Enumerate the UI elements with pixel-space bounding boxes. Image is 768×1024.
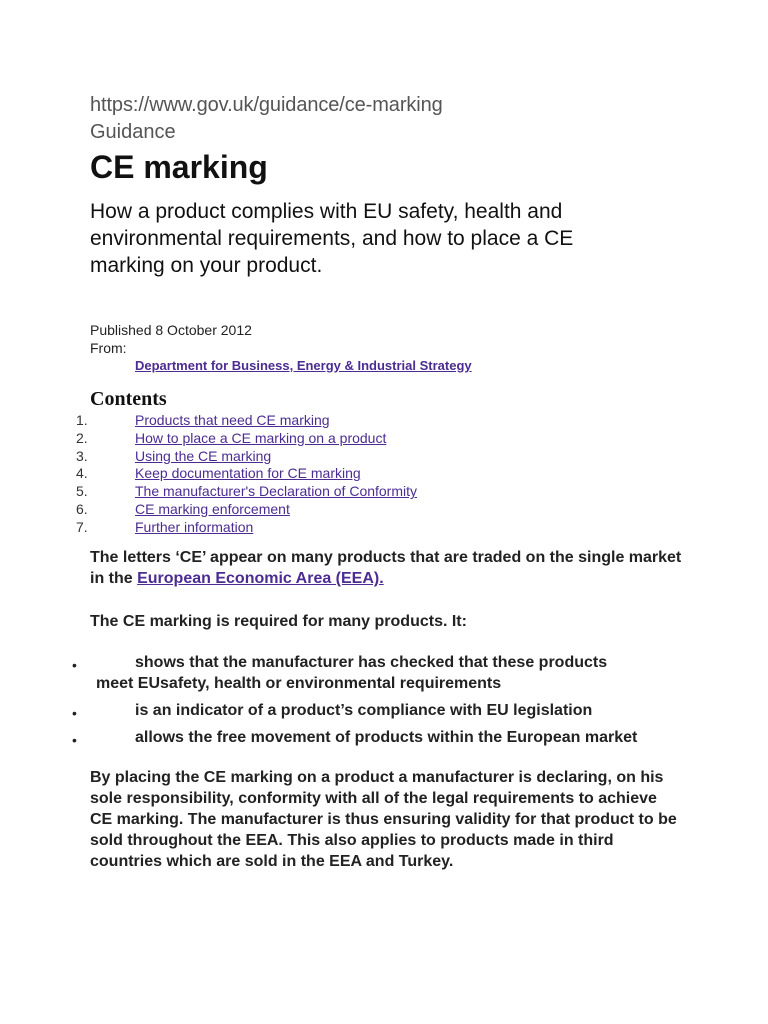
intro-paragraph: [90, 547, 690, 589]
contents-link-declaration[interactable]: The manufacturer's Declaration of Conformity: [135, 483, 418, 500]
intro-text: The letters ‘CE’ appear on many products that are traded on the single market in the: [90, 549, 682, 587]
contents-link-further-info[interactable]: Further information: [135, 518, 254, 535]
published-date: Published 8 October 2012: [90, 322, 252, 338]
bullet-text-continued: meet EUsafety, health or environmental requirements: [96, 675, 502, 692]
contents-item-number: 6.: [76, 500, 88, 517]
bullet-icon: •: [72, 657, 77, 673]
contents-heading: Contents: [90, 388, 167, 410]
contents-link-how-to-place[interactable]: How to place a CE marking on a product: [135, 429, 387, 446]
page-category: Guidance: [90, 121, 176, 143]
contents-item-number: 4.: [76, 465, 88, 482]
contents-item-number: 2.: [76, 429, 88, 446]
from-label: From:: [90, 340, 127, 356]
eea-link[interactable]: European Economic Area (EEA).: [137, 570, 384, 587]
organisation-link[interactable]: Department for Business, Energy & Industrial Strategy: [135, 358, 472, 373]
bullet-text: shows that the manufacturer has checked that these products: [135, 654, 608, 671]
declaration-paragraph: By placing the CE marking on a product a manufacturer is declaring, on his sole responsibility, conformity with all of the legal requirements to achieve CE marking. The manufacturer is thus ensuring validity for that product to be sold throughout the EEA. This also applies to products made in third countries which are sold in the EEA and Turkey.: [90, 769, 677, 870]
contents-item-number: 5.: [76, 483, 88, 500]
bullet-text: is an indicator of a product’s compliance with EU legislation: [135, 702, 593, 719]
requirement-paragraph: The CE marking is required for many products. It:: [90, 613, 467, 630]
contents-link-using[interactable]: Using the CE marking: [135, 447, 272, 464]
contents-item-number: 3.: [76, 447, 88, 464]
contents-link-products[interactable]: Products that need CE marking: [135, 412, 330, 428]
bullet-icon: •: [72, 732, 77, 748]
contents-item-number: 1.: [76, 412, 88, 428]
contents-link-documentation[interactable]: Keep documentation for CE marking: [135, 465, 361, 482]
bullet-text: allows the free movement of products within the European market: [135, 729, 638, 746]
publication-meta: [90, 321, 252, 357]
page-url: https://www.gov.uk/guidance/ce-marking: [90, 94, 443, 116]
page-title: CE marking: [90, 149, 268, 185]
bullet-icon: •: [72, 705, 77, 721]
contents-item-number: 7.: [76, 518, 88, 535]
contents-link-enforcement[interactable]: CE marking enforcement: [135, 500, 290, 517]
page-summary: How a product complies with EU safety, health and environmental requirements, and how to place a CE marking on your product.: [90, 200, 574, 277]
